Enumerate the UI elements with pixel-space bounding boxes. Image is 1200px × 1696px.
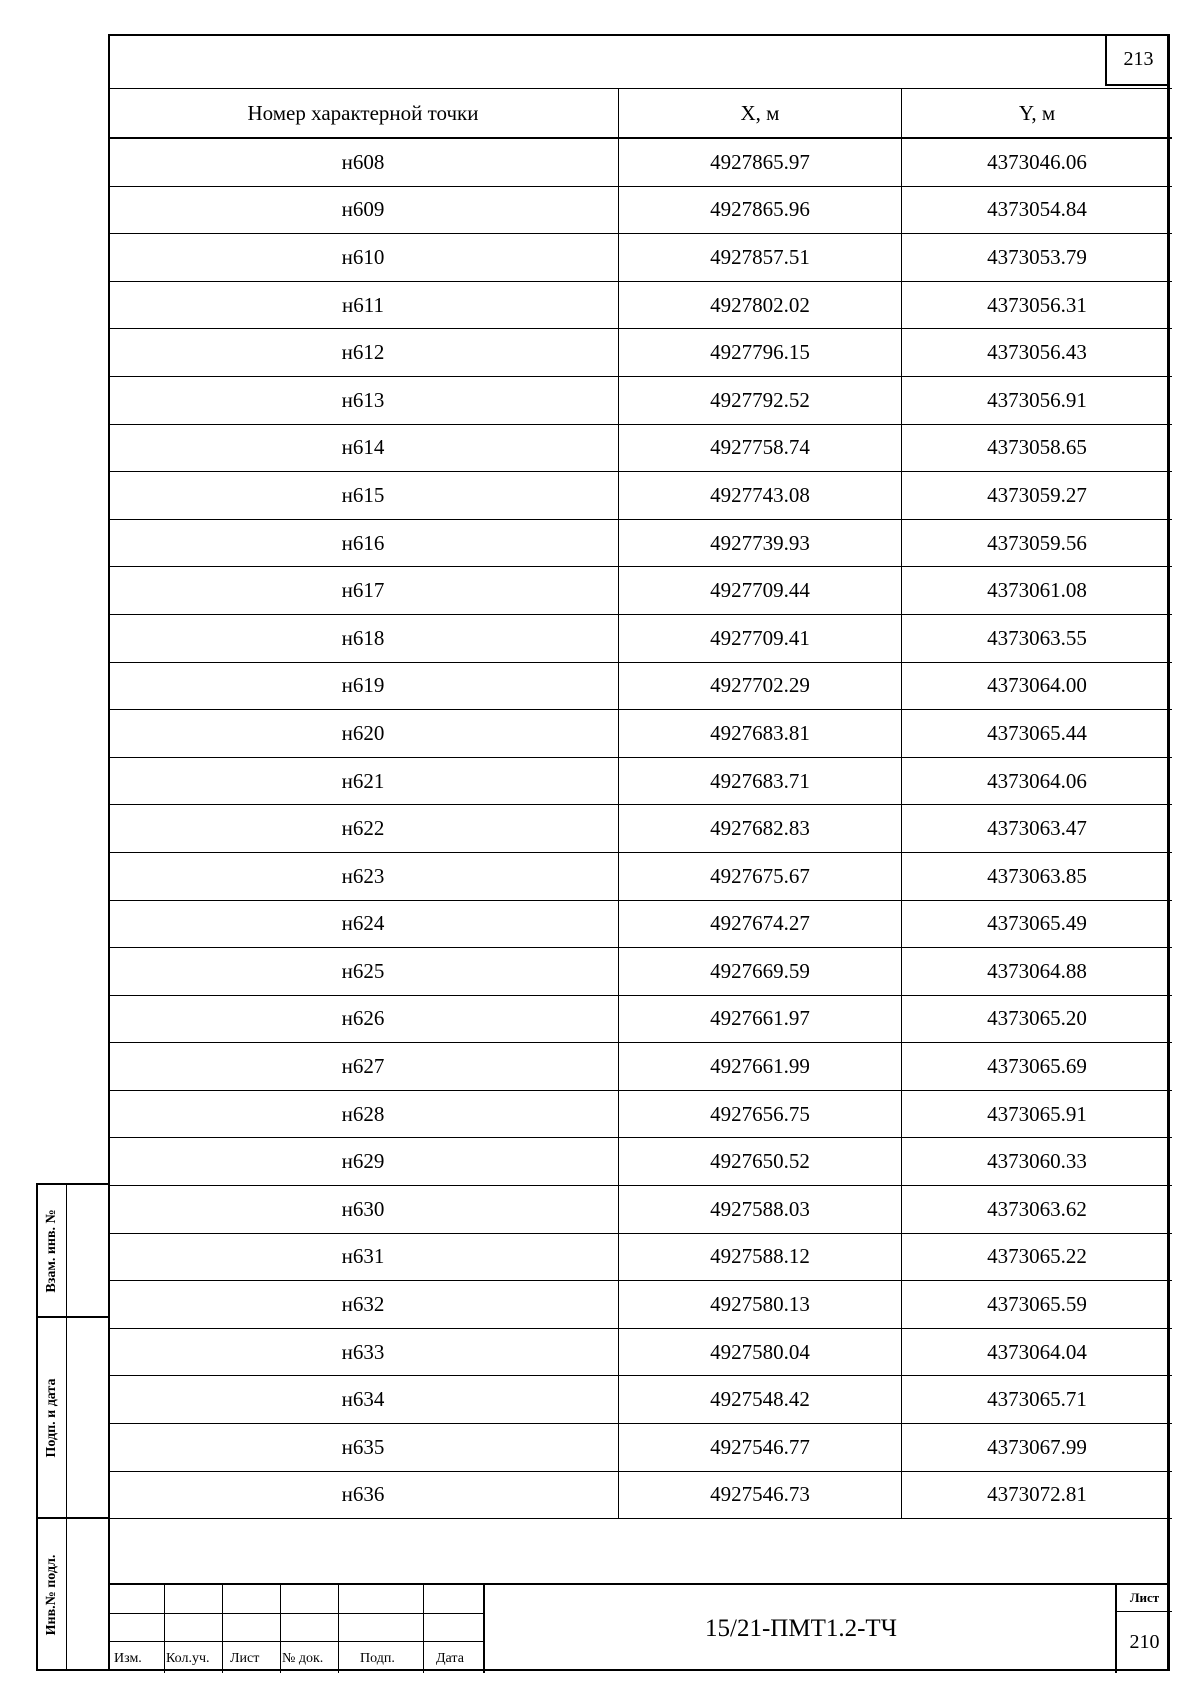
cell-x: 4927683.81 (619, 710, 902, 758)
cell-x: 4927580.13 (619, 1281, 902, 1329)
cell-point-number: н632 (108, 1281, 619, 1329)
table-row (108, 424, 1172, 472)
cell-y: 4373064.00 (902, 662, 1173, 710)
cell-point-number: н617 (108, 567, 619, 615)
cell-x: 4927857.51 (619, 234, 902, 282)
cell-x: 4927588.12 (619, 1233, 902, 1281)
table-row (108, 186, 1172, 234)
document-code: 15/21-ПМТ1.2-ТЧ (483, 1585, 1117, 1673)
cell-x: 4927588.03 (619, 1186, 902, 1234)
table-row (108, 138, 1172, 186)
cell-y: 4373065.69 (902, 1043, 1173, 1091)
cell-point-number: н618 (108, 614, 619, 662)
cell-point-number: н630 (108, 1186, 619, 1234)
table-row (108, 1424, 1172, 1472)
cell-y: 4373061.08 (902, 567, 1173, 615)
cell-point-number: н627 (108, 1043, 619, 1091)
cell-x: 4927650.52 (619, 1138, 902, 1186)
cell-x: 4927796.15 (619, 329, 902, 377)
cell-x: 4927580.04 (619, 1328, 902, 1376)
cell-y: 4373065.71 (902, 1376, 1173, 1424)
cell-y: 4373065.44 (902, 710, 1173, 758)
cell-y: 4373072.81 (902, 1471, 1173, 1519)
cell-point-number: н613 (108, 376, 619, 424)
title-block (108, 1583, 1170, 1673)
cell-point-number: н626 (108, 995, 619, 1043)
table-row (108, 1328, 1172, 1376)
table-row (108, 1471, 1172, 1519)
sheet-label: Лист (1117, 1585, 1172, 1612)
cell-y: 4373063.47 (902, 805, 1173, 853)
cell-point-number: н612 (108, 329, 619, 377)
table-row (108, 614, 1172, 662)
cell-y: 4373059.56 (902, 519, 1173, 567)
cell-y: 4373065.49 (902, 900, 1173, 948)
stamp-label-podp: Подп. (360, 1651, 395, 1666)
cell-x: 4927656.75 (619, 1090, 902, 1138)
table-row (108, 567, 1172, 615)
cell-x: 4927661.99 (619, 1043, 902, 1091)
cell-point-number: н634 (108, 1376, 619, 1424)
cell-point-number: н623 (108, 852, 619, 900)
table-header-row (108, 89, 1172, 139)
cell-point-number: н624 (108, 900, 619, 948)
table-row (108, 329, 1172, 377)
cell-y: 4373056.43 (902, 329, 1173, 377)
table-row (108, 662, 1172, 710)
side-label-inv-podl: Инв.№ подл. (44, 1554, 59, 1636)
table-row (108, 805, 1172, 853)
cell-x: 4927682.83 (619, 805, 902, 853)
coordinates-table (108, 88, 1172, 1519)
cell-y: 4373063.55 (902, 614, 1173, 662)
cell-x: 4927709.44 (619, 567, 902, 615)
cell-point-number: н631 (108, 1233, 619, 1281)
table-row (108, 852, 1172, 900)
cell-x: 4927743.08 (619, 472, 902, 520)
cell-point-number: н610 (108, 234, 619, 282)
cell-y: 4373065.91 (902, 1090, 1173, 1138)
cell-y: 4373065.59 (902, 1281, 1173, 1329)
side-cell-inv (38, 1519, 108, 1671)
table-row (108, 995, 1172, 1043)
cell-point-number: н615 (108, 472, 619, 520)
table-row (108, 1186, 1172, 1234)
stamp-label-data: Дата (436, 1651, 464, 1666)
cell-x: 4927802.02 (619, 281, 902, 329)
cell-x: 4927548.42 (619, 1376, 902, 1424)
table-row (108, 1138, 1172, 1186)
table-row (108, 948, 1172, 996)
table-row (108, 519, 1172, 567)
cell-point-number: н629 (108, 1138, 619, 1186)
cell-point-number: н619 (108, 662, 619, 710)
table-body (108, 138, 1172, 1519)
cell-point-number: н609 (108, 186, 619, 234)
cell-y: 4373063.85 (902, 852, 1173, 900)
side-label-vzam-inv: Взам. инв. № (44, 1208, 59, 1293)
cell-x: 4927683.71 (619, 757, 902, 805)
cell-y: 4373064.06 (902, 757, 1173, 805)
table-row (108, 1090, 1172, 1138)
table-row (108, 1376, 1172, 1424)
table-row (108, 1281, 1172, 1329)
sheet-box (1115, 1585, 1172, 1673)
table-row (108, 710, 1172, 758)
cell-x: 4927739.93 (619, 519, 902, 567)
side-cell-podp (38, 1318, 108, 1519)
cell-x: 4927661.97 (619, 995, 902, 1043)
cell-point-number: н620 (108, 710, 619, 758)
cell-y: 4373056.31 (902, 281, 1173, 329)
page-number: 213 (1105, 34, 1170, 86)
header-x: X, м (619, 89, 902, 139)
cell-y: 4373067.99 (902, 1424, 1173, 1472)
table-row (108, 900, 1172, 948)
cell-x: 4927758.74 (619, 424, 902, 472)
cell-x: 4927675.67 (619, 852, 902, 900)
cell-y: 4373065.22 (902, 1233, 1173, 1281)
cell-y: 4373054.84 (902, 186, 1173, 234)
cell-x: 4927669.59 (619, 948, 902, 996)
cell-point-number: н635 (108, 1424, 619, 1472)
cell-y: 4373059.27 (902, 472, 1173, 520)
cell-x: 4927674.27 (619, 900, 902, 948)
stamp-label-list: Лист (230, 1651, 260, 1666)
cell-point-number: н636 (108, 1471, 619, 1519)
table-row (108, 472, 1172, 520)
cell-x: 4927546.77 (619, 1424, 902, 1472)
cell-y: 4373063.62 (902, 1186, 1173, 1234)
cell-point-number: н628 (108, 1090, 619, 1138)
cell-y: 4373060.33 (902, 1138, 1173, 1186)
sheet-number: 210 (1129, 1630, 1160, 1653)
cell-y: 4373046.06 (902, 138, 1173, 186)
cell-y: 4373064.04 (902, 1328, 1173, 1376)
cell-point-number: н621 (108, 757, 619, 805)
cell-point-number: н614 (108, 424, 619, 472)
cell-x: 4927792.52 (619, 376, 902, 424)
cell-x: 4927702.29 (619, 662, 902, 710)
stamp-label-doc-num: № док. (282, 1651, 324, 1666)
cell-y: 4373056.91 (902, 376, 1173, 424)
cell-point-number: н608 (108, 138, 619, 186)
side-cell-vzam (38, 1185, 108, 1318)
title-block-grid (108, 1585, 483, 1673)
cell-y: 4373053.79 (902, 234, 1173, 282)
cell-y: 4373065.20 (902, 995, 1173, 1043)
header-point-number: Номер характерной точки (108, 89, 619, 139)
cell-point-number: н625 (108, 948, 619, 996)
stamp-label-kol-uch: Кол.уч. (166, 1651, 210, 1666)
table-row (108, 376, 1172, 424)
cell-x: 4927865.97 (619, 138, 902, 186)
side-stamp (36, 1183, 108, 1671)
cell-y: 4373058.65 (902, 424, 1173, 472)
cell-point-number: н633 (108, 1328, 619, 1376)
cell-point-number: н611 (108, 281, 619, 329)
cell-point-number: н622 (108, 805, 619, 853)
table-row (108, 281, 1172, 329)
cell-y: 4373064.88 (902, 948, 1173, 996)
side-label-podp-data: Подп. и дата (44, 1378, 59, 1457)
table-row (108, 757, 1172, 805)
table-row (108, 1043, 1172, 1091)
cell-point-number: н616 (108, 519, 619, 567)
table-row (108, 1233, 1172, 1281)
header-y: Y, м (902, 89, 1173, 139)
cell-x: 4927865.96 (619, 186, 902, 234)
cell-x: 4927709.41 (619, 614, 902, 662)
table-row (108, 234, 1172, 282)
cell-x: 4927546.73 (619, 1471, 902, 1519)
stamp-label-izm: Изм. (114, 1651, 142, 1666)
